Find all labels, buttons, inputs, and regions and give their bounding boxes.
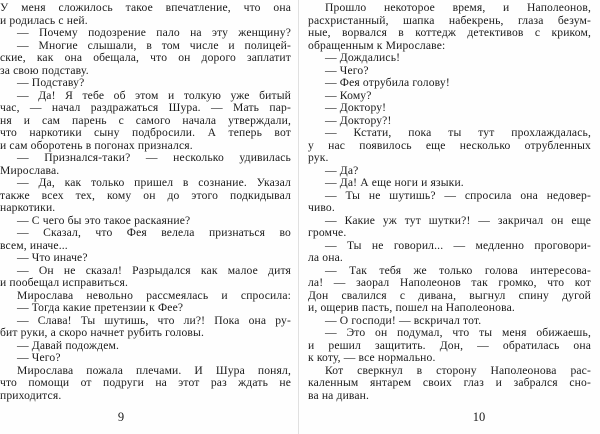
text-line: — Кстати, пока ты тут прохлаждалась,	[325, 126, 591, 139]
text-line: к коту, — все нормально.	[308, 351, 436, 364]
text-line: ные, ворвался в коттедж детективов с криком,	[308, 26, 591, 39]
text-line: Дон свалился с дивана, выгнул спину дугой	[308, 288, 591, 302]
text-line: и пообещал исправиться.	[0, 276, 129, 289]
text-line: Мирослава пожала плечами. И Шура понял,	[17, 363, 291, 377]
text-line: рук.	[308, 151, 329, 164]
text-line: — Да! А еще ноги и языки.	[325, 176, 464, 189]
text-line: — Кому?	[325, 88, 372, 102]
text-line: каленным янтарем своих глаз и забрался сно-	[308, 376, 591, 389]
text-line: ла! — заорал Наполеонов так громко, что кот	[308, 276, 591, 289]
text-line: Кот сверкнул в сторону Наполеонова рас-	[325, 363, 591, 377]
page-right	[308, 0, 591, 434]
text-line: и родилась с ней.	[0, 13, 88, 27]
text-line: — Это он подумал, что ты меня обижаешь,	[325, 326, 591, 339]
text-line: — Он не сказал! Разрыдался как малое дитя	[17, 263, 291, 277]
text-line: бит руки, а скоро начнет рубить головы.	[0, 326, 205, 339]
text-line: — Многие слышали, в том числе и полицей-	[17, 38, 291, 52]
text-line: ня и сам парень с самого начала утверждали,	[0, 113, 291, 127]
page-left	[0, 0, 291, 434]
text-line: — Подставу?	[17, 76, 85, 89]
text-line: ские, как она обещала, что он дорого заплатит	[0, 51, 291, 64]
page-right-text	[308, 2, 591, 402]
text-line: У меня сложилось такое впечатление, что она	[0, 1, 291, 14]
text-line: что наркотики сыну подбросили. А теперь вот	[0, 126, 291, 139]
text-line: расхристанный, шапка набекрень, глаза безум-	[308, 13, 591, 27]
text-line: — Почему подозрение пало на эту женщину?	[17, 26, 291, 39]
text-line: — Доктору?!	[325, 113, 392, 127]
text-line: что помощи от подруги на этот раз ждать не	[0, 376, 291, 389]
text-line: — Дождались!	[325, 51, 401, 64]
text-line: приходится.	[0, 388, 62, 402]
text-line: и сам оборотень в погонах признался.	[0, 138, 193, 152]
text-line: наркотики.	[0, 201, 56, 214]
text-line: — Да, как только пришел в сознание. Указал	[17, 176, 291, 189]
text-line: громче.	[308, 226, 347, 239]
text-line: всем, иначе...	[0, 238, 68, 252]
text-line: — Слава! Ты шутишь, что ли?! Пока она ру-	[17, 313, 291, 327]
text-line: — Сказал, что Фея велела признаться во	[17, 226, 291, 239]
text-line: — Что иначе?	[17, 251, 88, 264]
text-line: у нас появилось еще несколько отрубленных	[308, 138, 591, 152]
text-line: за свою подставу.	[0, 63, 89, 77]
text-line: час, — начал раздражаться Шура. — Мать пар-	[0, 101, 291, 114]
text-line: обращенным к Мирославе:	[308, 38, 446, 52]
text-line: — Фея отрубила голову!	[325, 76, 450, 89]
text-line: — Тогда какие претензии к Фее?	[17, 301, 184, 314]
text-line: — Доктору!	[325, 101, 387, 114]
text-line: Мирослава.	[0, 163, 60, 177]
text-line: — Признался-таки? — несколько удивилась	[17, 151, 291, 164]
text-line: Мирослава невольно рассмеялась и спросила:	[17, 288, 291, 302]
page-left-text	[0, 2, 291, 402]
text-line: чиво.	[308, 201, 335, 214]
text-line: — Ты не говорил... — медленно проговори-	[325, 238, 591, 252]
text-line: ва на диван.	[308, 388, 370, 402]
text-line: Прошло некоторое время, и Наполеонов,	[325, 1, 591, 14]
text-line: — Так тебя же только голова интересова-	[325, 263, 591, 277]
text-line: — Чего?	[17, 351, 61, 364]
page-divider	[298, 0, 299, 434]
page-number-left: 9	[117, 410, 125, 424]
text-line: — Да! Я тебе об этом и толкую уже битый	[17, 88, 291, 102]
text-line: — Ты не шутишь? — спросила она недовер-	[325, 188, 591, 202]
text-line: — С чего бы это такое раскаяние?	[17, 213, 191, 227]
text-line: — О господи! — вскричал тот.	[325, 313, 482, 327]
text-line: — Да?	[325, 163, 359, 177]
text-line: и, ощерив пасть, пошел на Наполеонова.	[308, 301, 515, 314]
text-line: и решил защитить. Дон, — обратилась она	[308, 338, 591, 352]
text-line: — Какие уж тут шутки?! — закричал он еще	[325, 213, 591, 227]
text-line: — Чего?	[325, 63, 369, 77]
text-line: также всех тех, кому он до этого подкидывал	[0, 188, 291, 202]
page-number-right: 10	[472, 410, 486, 424]
text-line: ла она.	[308, 251, 343, 264]
text-line: — Давай подождем.	[17, 338, 120, 352]
